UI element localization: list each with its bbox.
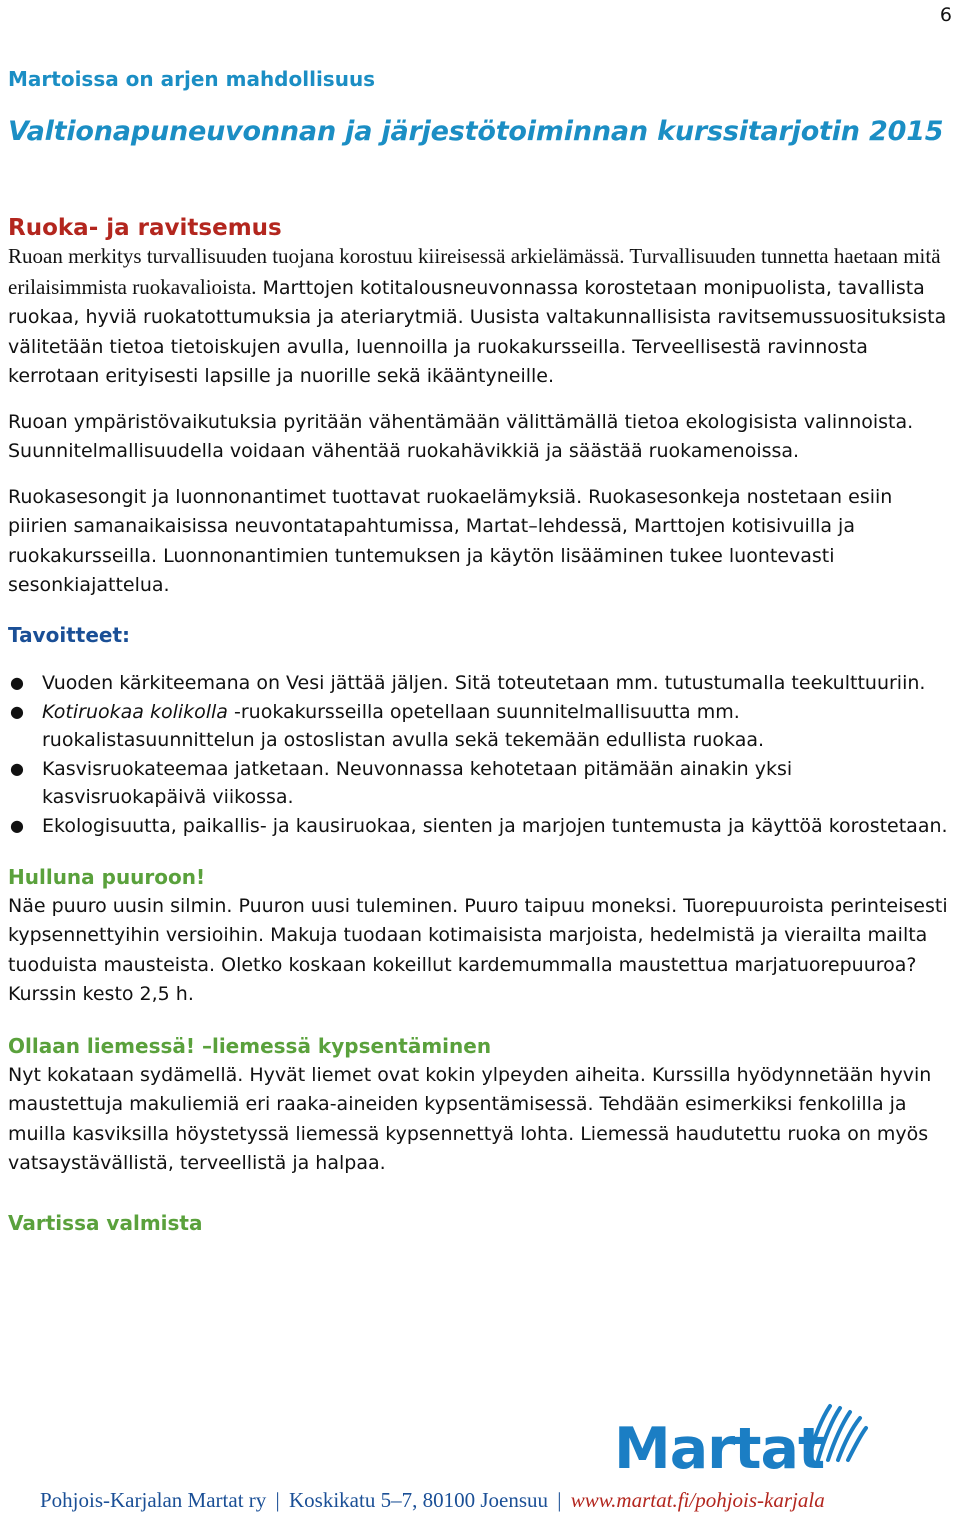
kicker-heading: Martoissa on arjen mahdollisuus [8, 67, 376, 91]
goal-item: ● Vuoden kärkiteemana on Vesi jättää jäljen. Sitä toteutetaan mm. tutustumalla teekulttuuriin. [8, 669, 953, 697]
course-body-puuro: Näe puuro uusin silmin. Puuron uusi tuleminen. Puuro taipuu moneksi. Tuorepuuroista perinteisesti kypsennettyihin versioihin. Makuja tuodaan kotimaisista marjoista, hedelmistä ja vierailta mailta tuoduista mausteista. Oletko koskaan kokeillut kardemummalla maustettua marjatuorepuuroa? Kurssin kesto 2,5 h. [8, 894, 948, 1005]
goal-item: ● Kotiruokaa kolikolla -ruokakursseilla opetellaan suunnitelmallisuutta mm. ruokalistasuunnittelun ja ostoslistan avulla sekä tekemään edullista ruokaa. [8, 698, 953, 754]
footer-address: Koskikatu 5–7, 80100 Joensuu [289, 1488, 548, 1512]
bullet-icon: ● [10, 815, 24, 835]
environment-paragraph: Ruoan ympäristövaikutuksia pyritään vähentämään välittämällä tietoa ekologisista valinnoista. Suunnitelmallisuudella voidaan vähentää ruokahävikkiä ja säästää ruokamenoissa. [8, 410, 914, 462]
goals-heading: Tavoitteet: [8, 622, 131, 647]
goal-item: ● Kasvisruokateemaa jatketaan. Neuvonnassa kehotetaan pitämään ainakin yksi kasvisruokapäivä viikossa. [8, 755, 953, 811]
section-title: Ruoka- ja ravitsemus [8, 215, 282, 241]
bullet-icon: ● [10, 701, 24, 721]
intro-text: Marttojen kotitalousneuvonnassa korostetaan monipuolista, tavallista ruokaa, hyviä ruokatottumuksia ja ateriarytmiä. Uusista valtakunnallisista ravitsemussuosituksista välitetään tietoa tietoiskujen avulla, luennoilla ja ruokakursseilla. Terveellisestä ravinnosta kerrotaan erityisesti lapsille ja nuorille sekä ikääntyneille. [8, 276, 947, 387]
course-name: Kotiruokaa kolikolla [42, 700, 228, 723]
footer [0, 1392, 960, 1521]
footer-org: Pohjois-Karjalan Martat ry [40, 1488, 267, 1512]
footer-contact [40, 1488, 825, 1513]
season-paragraph: Ruokasesongit ja luonnonantimet tuottavat ruokaelämyksiä. Ruokasesonkeja nostetaan esiin piirien samanaikaisissa neuvontatapahtumissa, Martat–lehdessä, Marttojen kotisivuilla ja ruokakursseilla. Luonnonantimien tuntemuksen ja käytön lisääminen tukee luontevasti sesonkiajattelua. [8, 485, 893, 596]
goals-list [8, 669, 953, 840]
martat-logo-icon [800, 1398, 870, 1468]
course-title-puuro: Hulluna puuroon! [8, 864, 206, 889]
goal-item: ● Ekologisuutta, paikallis- ja kausiruokaa, sienten ja marjojen tuntemusta ja käyttöä korostetaan. [8, 812, 953, 840]
intro-paragraph [8, 242, 953, 392]
footer-website-link[interactable]: www.martat.fi/pohjois-karjala [570, 1488, 825, 1512]
page-content [8, 66, 953, 1238]
bullet-icon: ● [10, 672, 24, 692]
martat-logo-text: Martat [614, 1416, 825, 1482]
page-number: 6 [939, 4, 952, 26]
footer-separator: | [557, 1488, 562, 1512]
course-title-liemi: Ollaan liemessä! –liemessä kypsentäminen [8, 1033, 492, 1058]
page-title: Valtionapuneuvonnan ja järjestötoiminnan kurssitarjotin 2015 [8, 116, 944, 147]
course-title-vartissa: Vartissa valmista [8, 1210, 203, 1235]
footer-separator: | [275, 1488, 280, 1512]
bullet-icon: ● [10, 758, 24, 778]
course-body-liemi: Nyt kokataan sydämellä. Hyvät liemet ovat kokin ylpeyden aiheita. Kurssilla hyödynnetään hyvin maustettuja makuliemiä eri raaka-aineiden kypsentämisessä. Tehdään esimerkiksi fenkolilla ja muilla kasviksilla höystetyssä liemessä kypsennettyä lohta. Liemessä haudutettu ruoka on myös vatsaystävällistä, terveellistä ja halpaa. [8, 1063, 932, 1174]
intro-serif-text: Ruoan merkitys turvallisuuden tuojana korostuu kiireisessä arkielämässä. Turvallisuuden tunnetta haetaan mitä erilaisimmista ruokavalioista. [8, 244, 941, 299]
